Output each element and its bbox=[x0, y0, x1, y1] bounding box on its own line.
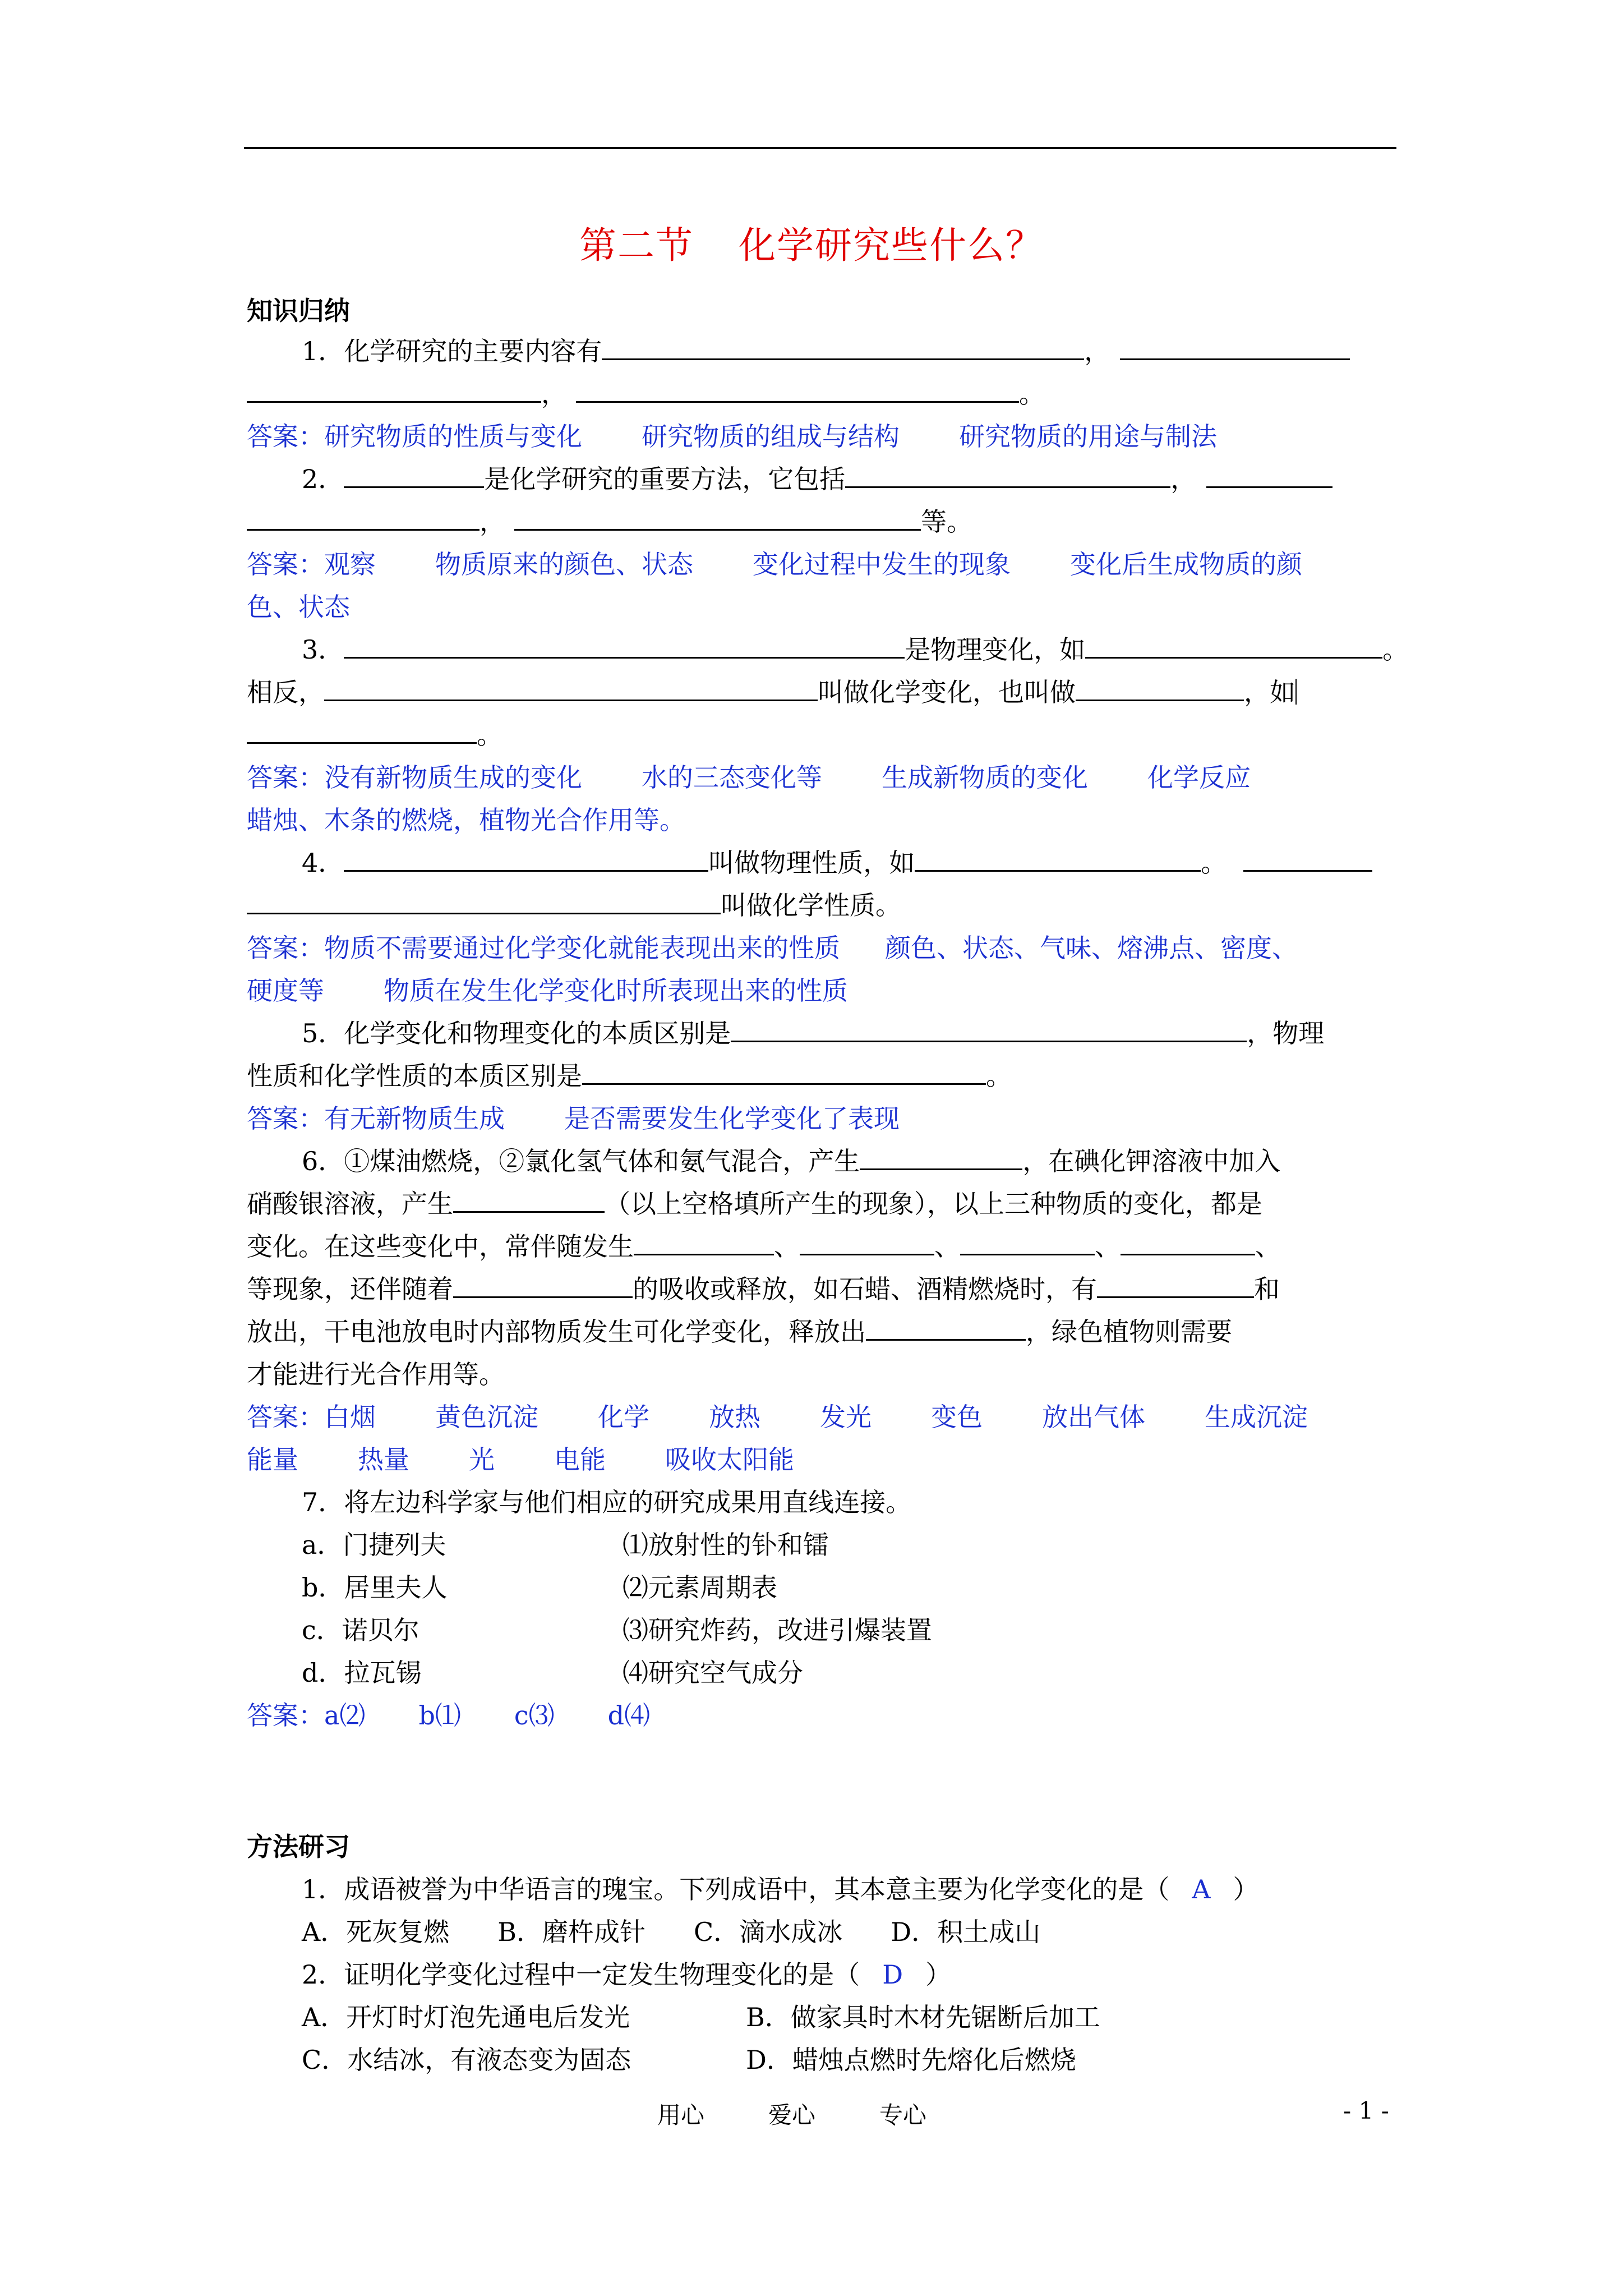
question-6-line-2 bbox=[247, 1182, 1396, 1225]
answer-text: 答案：研究物质的性质与变化 bbox=[247, 421, 582, 452]
answer-text: 水的三态变化等 bbox=[642, 762, 822, 793]
page-number: - 1 - bbox=[1343, 2097, 1389, 2124]
answer-text: 研究物质的组成与结构 bbox=[642, 421, 900, 452]
blank bbox=[344, 461, 484, 488]
blank bbox=[576, 375, 1019, 403]
question-text: 叫做物理性质，如 bbox=[708, 848, 915, 878]
answer-2-line-2 bbox=[247, 586, 1396, 628]
answer-text: 物质在发生化学变化时所表现出来的性质 bbox=[384, 976, 848, 1006]
question-text: 3． bbox=[302, 634, 344, 665]
result-1: ⑴放射性的钋和镭 bbox=[623, 1530, 829, 1560]
question-text: 放出，干电池放电时内部物质发生可化学变化，释放出 bbox=[247, 1317, 866, 1347]
punct: 。 bbox=[477, 720, 502, 750]
question-text: 2． bbox=[302, 464, 344, 494]
answer-text: d⑷ bbox=[607, 1700, 651, 1731]
answer-5 bbox=[247, 1097, 1396, 1140]
answer-text: 答案：没有新物质生成的变化 bbox=[247, 762, 582, 793]
answer-choice: A bbox=[1192, 1874, 1211, 1904]
question-text: ，绿色植物则需要 bbox=[1026, 1317, 1232, 1347]
method-question-2-option-a: A．开灯时灯泡先通电后发光 bbox=[302, 2002, 630, 2032]
question-1-line-2 bbox=[247, 372, 1396, 415]
result-2: ⑵元素周期表 bbox=[623, 1572, 777, 1603]
footer-motto-2: 爱心 bbox=[768, 2101, 816, 2129]
blank bbox=[866, 1313, 1026, 1341]
header-rule bbox=[244, 147, 1396, 149]
answer-text: 研究物质的用途与制法 bbox=[959, 421, 1217, 452]
scientist-b: b．居里夫人 bbox=[302, 1572, 448, 1603]
answer-text: 变色 bbox=[931, 1402, 983, 1432]
answer-3-line-1 bbox=[247, 756, 1396, 799]
answer-text: c⑶ bbox=[514, 1700, 555, 1731]
section-heading-knowledge: 知识归纳 bbox=[247, 296, 350, 326]
question-1-line-1 bbox=[247, 330, 1451, 372]
blank bbox=[602, 333, 1084, 360]
answer-3-line-2 bbox=[247, 799, 1396, 841]
answer-text: 能量 bbox=[247, 1444, 298, 1475]
answer-text: 硬度等 bbox=[247, 976, 324, 1006]
option-text: B．磨杵成针 bbox=[497, 1917, 646, 1947]
option-text: C．滴水成冰 bbox=[694, 1917, 843, 1947]
punct: ， bbox=[479, 507, 505, 537]
blank bbox=[324, 674, 818, 701]
answer-text: b⑴ bbox=[418, 1700, 461, 1731]
blank bbox=[514, 503, 921, 531]
section-heading-method: 方法研习 bbox=[247, 1832, 350, 1862]
question-6-line-4 bbox=[247, 1268, 1396, 1310]
question-3-line-2 bbox=[247, 671, 1396, 714]
method-question-1 bbox=[247, 1868, 1451, 1911]
method-question-2-option-c: C．水结冰，有液态变为固态 bbox=[302, 2045, 631, 2075]
punct: ） bbox=[1233, 1874, 1259, 1904]
question-3-line-3 bbox=[247, 714, 1396, 756]
scientist-c: c．诺贝尔 bbox=[302, 1615, 419, 1645]
punct: ） bbox=[925, 1959, 952, 1990]
answer-text: 放出气体 bbox=[1042, 1402, 1145, 1432]
cut-mark bbox=[1293, 679, 1297, 705]
question-text: 6．①煤油燃烧，②氯化氢气体和氨气混合，产生 bbox=[302, 1146, 860, 1176]
method-question-1-options bbox=[247, 1911, 1451, 1953]
question-text: 1．成语被誉为中华语言的瑰宝。下列成语中，其本意主要为化学变化的是（ bbox=[302, 1874, 1170, 1904]
question-text: 硝酸银溶液，产生 bbox=[247, 1189, 453, 1219]
blank bbox=[344, 631, 905, 659]
option-text: D．积土成山 bbox=[891, 1917, 1041, 1947]
answer-text: 答案：有无新物质生成 bbox=[247, 1103, 505, 1134]
question-text: 1．化学研究的主要内容有 bbox=[302, 336, 602, 366]
question-text: 叫做化学变化，也叫做 bbox=[818, 677, 1076, 707]
blank bbox=[453, 1185, 605, 1213]
answer-text: 答案：白烟 bbox=[247, 1402, 376, 1432]
answer-1 bbox=[247, 415, 1396, 458]
method-question-2-option-d: D．蜡烛点燃时先熔化后燃烧 bbox=[746, 2045, 1076, 2075]
blank bbox=[1121, 1228, 1255, 1255]
question-text: ，在碘化钾溶液中加入 bbox=[1022, 1146, 1281, 1176]
blank bbox=[845, 461, 1170, 488]
question-4-line-2 bbox=[247, 884, 1396, 927]
blank bbox=[1120, 333, 1350, 360]
footer-motto-3: 专心 bbox=[879, 2101, 927, 2129]
blank bbox=[344, 844, 708, 872]
question-text: 叫做化学性质。 bbox=[721, 890, 901, 921]
answer-choice: D bbox=[882, 1959, 903, 1990]
blank bbox=[915, 844, 1201, 872]
blank bbox=[247, 375, 541, 403]
answer-text: 生成新物质的变化 bbox=[882, 762, 1088, 793]
option-text: A．死灰复燃 bbox=[302, 1917, 450, 1947]
blank bbox=[1085, 631, 1382, 659]
answer-text: 变化后生成物质的颜 bbox=[1070, 549, 1302, 579]
question-text: 4． bbox=[302, 848, 344, 878]
punct: ， bbox=[541, 379, 567, 409]
punct: 、 bbox=[774, 1231, 800, 1262]
question-text: 等现象，还伴随着 bbox=[247, 1274, 453, 1304]
answer-text: 色、状态 bbox=[247, 592, 350, 622]
blank bbox=[634, 1228, 774, 1255]
answer-text: 答案：观察 bbox=[247, 549, 376, 579]
answer-text: 答案：物质不需要通过化学变化就能表现出来的性质 bbox=[247, 933, 840, 963]
answer-text: 光 bbox=[469, 1444, 495, 1475]
answer-2-line-1 bbox=[247, 543, 1396, 586]
question-6-line-3 bbox=[247, 1225, 1396, 1268]
method-question-2 bbox=[247, 1953, 1451, 1996]
blank bbox=[731, 1015, 1247, 1042]
question-text: 是化学研究的重要方法，它包括 bbox=[484, 464, 846, 494]
punct: 、 bbox=[934, 1231, 960, 1262]
answer-text: 电能 bbox=[554, 1444, 606, 1475]
punct: 。 bbox=[1201, 848, 1227, 878]
answer-text: 放热 bbox=[709, 1402, 760, 1432]
answer-text: 蜡烛、木条的燃烧，植物光合作用等。 bbox=[247, 805, 685, 835]
question-text: ，物理 bbox=[1247, 1018, 1325, 1048]
blank bbox=[960, 1228, 1095, 1255]
blank bbox=[247, 887, 721, 914]
question-text: 5．化学变化和物理变化的本质区别是 bbox=[302, 1018, 731, 1048]
answer-text: 变化过程中发生的现象 bbox=[753, 549, 1011, 579]
answer-text: 发光 bbox=[820, 1402, 872, 1432]
blank bbox=[582, 1057, 986, 1085]
blank bbox=[860, 1143, 1022, 1170]
answer-7 bbox=[247, 1694, 1396, 1737]
answer-text: 热量 bbox=[358, 1444, 409, 1475]
answer-4-line-1 bbox=[247, 927, 1396, 969]
title-text: 化学研究些什么？ bbox=[739, 224, 1044, 267]
answer-text: 化学 bbox=[598, 1402, 649, 1432]
answer-text: 吸收太阳能 bbox=[665, 1444, 794, 1475]
question-3-line-1 bbox=[247, 628, 1451, 671]
answer-text: 颜色、状态、气味、熔沸点、密度、 bbox=[885, 933, 1298, 963]
answer-6-line-2 bbox=[247, 1438, 1396, 1481]
question-text: 相反， bbox=[247, 677, 324, 707]
question-2-line-2 bbox=[247, 500, 1396, 543]
question-text: ，如 bbox=[1244, 677, 1295, 707]
question-text: 等。 bbox=[921, 507, 972, 537]
question-text: 是物理变化，如 bbox=[905, 634, 1086, 665]
title-section-number: 第二节 bbox=[579, 224, 694, 267]
punct: 。 bbox=[1382, 634, 1409, 665]
page-title bbox=[0, 215, 1623, 269]
answer-text: 化学反应 bbox=[1147, 762, 1251, 793]
question-text: 和 bbox=[1254, 1274, 1280, 1304]
blank bbox=[1097, 1271, 1254, 1298]
punct: 。 bbox=[1019, 379, 1045, 409]
footer-motto-1: 用心 bbox=[657, 2101, 705, 2129]
question-5-line-2 bbox=[247, 1055, 1396, 1097]
question-text: 的吸收或释放，如石蜡、酒精燃烧时，有 bbox=[633, 1274, 1097, 1304]
result-3: ⑶研究炸药，改进引爆装置 bbox=[623, 1615, 932, 1645]
question-6-line-6 bbox=[247, 1353, 1396, 1396]
punct: ， bbox=[1170, 464, 1197, 494]
question-text: 性质和化学性质的本质区别是 bbox=[247, 1061, 582, 1091]
blank bbox=[800, 1228, 934, 1255]
punct: ， bbox=[1084, 336, 1110, 366]
question-5-line-1 bbox=[247, 1012, 1451, 1055]
punct: 。 bbox=[986, 1061, 1012, 1091]
question-text: 才能进行光合作用等。 bbox=[247, 1359, 505, 1389]
question-text: 2．证明化学变化过程中一定发生物理变化的是（ bbox=[302, 1959, 860, 1990]
blank bbox=[1076, 674, 1244, 701]
punct: 、 bbox=[1255, 1231, 1281, 1262]
question-2-line-1 bbox=[247, 458, 1451, 500]
blank bbox=[453, 1271, 633, 1298]
blank bbox=[247, 503, 479, 531]
answer-text: 是否需要发生化学变化了表现 bbox=[564, 1103, 900, 1134]
question-6-line-1 bbox=[247, 1140, 1451, 1182]
method-question-2-option-b: B．做家具时木材先锯断后加工 bbox=[746, 2002, 1100, 2032]
answer-4-line-2 bbox=[247, 969, 1396, 1012]
answer-6-line-1 bbox=[247, 1396, 1396, 1438]
blank bbox=[1243, 844, 1372, 872]
scientist-a: a．门捷列夫 bbox=[302, 1530, 446, 1560]
answer-text: 生成沉淀 bbox=[1205, 1402, 1308, 1432]
question-6-line-5 bbox=[247, 1310, 1396, 1353]
scientist-d: d．拉瓦锡 bbox=[302, 1658, 422, 1688]
answer-text: 物质原来的颜色、状态 bbox=[435, 549, 693, 579]
blank bbox=[247, 716, 477, 744]
question-text: （以上空格填所产生的现象），以上三种物质的变化，都是 bbox=[605, 1189, 1262, 1219]
answer-text: 答案：a⑵ bbox=[247, 1700, 366, 1731]
blank bbox=[1206, 461, 1332, 488]
punct: 、 bbox=[1095, 1231, 1121, 1262]
question-4-line-1 bbox=[247, 841, 1451, 884]
question-text: 变化。在这些变化中，常伴随发生 bbox=[247, 1231, 634, 1262]
question-7-stem: 7．将左边科学家与他们相应的研究成果用直线连接。 bbox=[302, 1487, 912, 1517]
answer-text: 黄色沉淀 bbox=[435, 1402, 538, 1432]
result-4: ⑷研究空气成分 bbox=[623, 1658, 803, 1688]
